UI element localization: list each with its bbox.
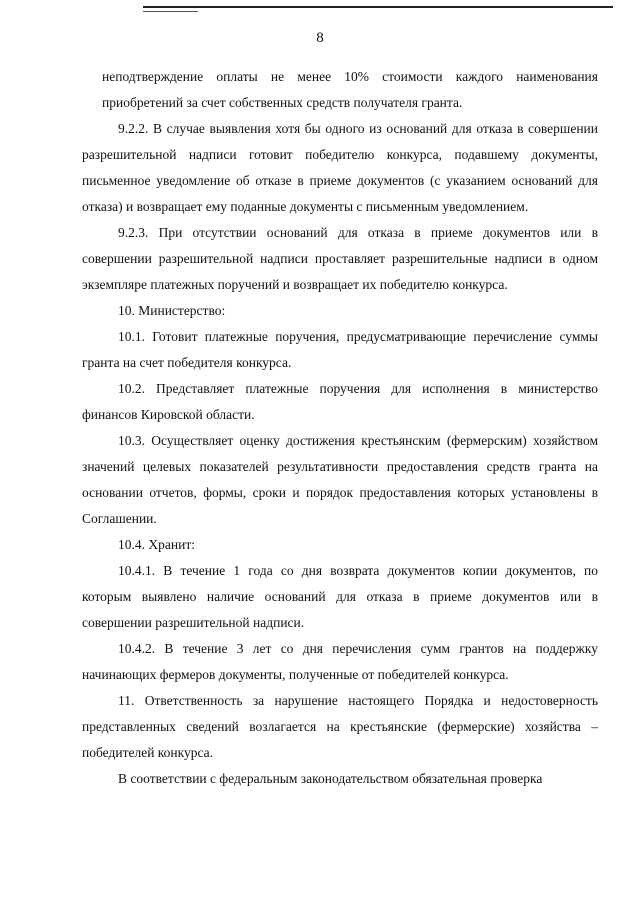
paragraph-9-2-2: 9.2.2. В случае выявления хотя бы одного из оснований для отказа в совершении разрешительной надписи готовит победителю конкурса, подавшему документы, письменное уведомление об отказе в приеме документов (с указанием оснований для отказа) и возвращает ему поданные документы с письменным уведомлением. [82,121,598,214]
paragraph-10-4: 10.4. Хранит: [118,537,195,552]
header-rule [143,6,613,8]
paragraph-9-2-3: 9.2.3. При отсутствии оснований для отказа в приеме документов или в совершении разрешительной надписи проставляет разрешительные надписи в одном экземпляре платежных поручений и возвращает их победителю конкурса. [82,225,598,292]
paragraph-10-1: 10.1. Готовит платежные поручения, предусматривающие перечисление суммы гранта на счет победителя конкурса. [82,329,598,370]
paragraph-11: 11. Ответственность за нарушение настоящего Порядка и недостоверность представленных сведений возлагается на крестьянские (фермерские) хозяйства – победителей конкурса. [82,693,598,760]
paragraph-10-3: 10.3. Осуществляет оценку достижения крестьянским (фермерским) хозяйством значений целевых показателей результативности предоставления средств гранта на основании отчетов, формы, сроки и порядок предоставления которых установлены в Соглашении. [82,433,598,526]
paragraph-final: В соответствии с федеральным законодательством обязательная проверка [118,771,543,786]
paragraph-10-2: 10.2. Представляет платежные поручения для исполнения в министерство финансов Кировской области. [82,381,598,422]
header-rule-thin [143,11,198,12]
paragraph-continuation: неподтверждение оплаты не менее 10% стоимости каждого наименования приобретений за счет собственных средств получателя гранта. [102,69,598,110]
paragraph-10-4-1: 10.4.1. В течение 1 года со дня возврата документов копии документов, по которым выявлено наличие оснований для отказа в приеме документов или в совершении разрешительной надписи. [82,563,598,630]
paragraph-10-4-2: 10.4.2. В течение 3 лет со дня перечисления сумм грантов на поддержку начинающих фермеров документы, полученные от победителей конкурса. [82,641,598,682]
paragraph-10: 10. Министерство: [118,303,226,318]
page-number: 8 [316,30,324,46]
document-body [82,64,598,792]
